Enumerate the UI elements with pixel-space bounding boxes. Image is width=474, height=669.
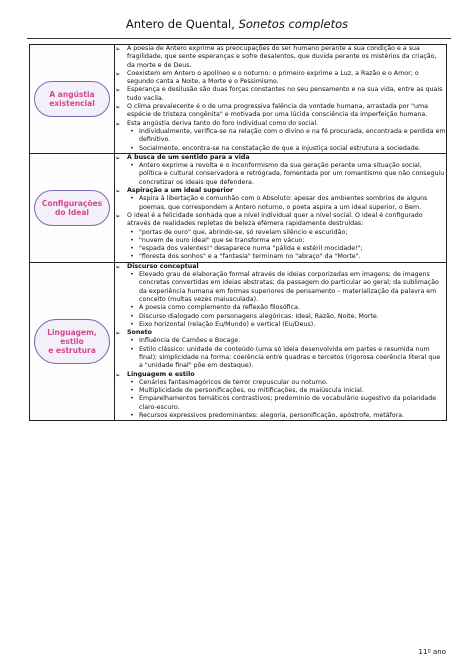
sub-list-item <box>127 337 446 345</box>
sub-list-item <box>127 145 446 153</box>
sub-list <box>127 128 446 153</box>
section-tag-line: Linguagem, <box>47 328 97 338</box>
dot-bullet-icon: • <box>130 144 134 152</box>
dot-bullet-icon: • <box>130 345 134 353</box>
sub-list-item <box>127 271 446 304</box>
sub-item-text: Individualmente, verifica-se na relação com o divino e na fé procurada, encontrada e perdida em definitivo. <box>139 127 446 144</box>
item-heading: Aspiração a um ideal superior <box>127 187 234 195</box>
section-row <box>30 262 447 421</box>
title-divider <box>27 38 451 39</box>
sub-item-text: Influência de Camões e Bocage. <box>139 337 241 345</box>
dot-bullet-icon: • <box>130 195 134 203</box>
sub-item-text: Antero exprime a revolta e o inconformismo da sua geração perante uma situação social, política e cultural conservadora e retrógrada, fomentada por um romantismo que não conseguiu concretizar os ideais que defendera. <box>139 162 445 186</box>
sub-item-text: Cenários fantasmagóricos de terror crepuscular ou noturno. <box>139 378 328 386</box>
section-tag <box>34 319 110 364</box>
sub-item-text: "portas de ouro" que, abrindo-se, só revelam silêncio e escuridão; <box>139 228 348 236</box>
dot-bullet-icon: • <box>130 395 134 403</box>
sub-list-item <box>127 245 446 253</box>
item-text: Coexistem em Antero o apolíneo e o noturno: o primeiro exprime a Luz, a Razão e o Amor; o segundo canta a Noite, a Morte e o Pessimismo. <box>127 69 419 86</box>
dot-bullet-icon: • <box>130 271 134 279</box>
sub-item-text: Emparelhamentos temáticos contrastivos; predomínio de vocabulário sugestivo da polaridade claro-escuro. <box>139 395 437 411</box>
arrow-bullet-icon: ➢ <box>115 153 121 162</box>
item-text: Esperança e desilusão são duas forças constantes no seu pensamento e na sua vida, entre as quais tudo vacila. <box>127 86 443 102</box>
main-list-item <box>115 120 446 153</box>
item-text: Esta angústia deriva tanto do foro individual como do social. <box>127 119 319 127</box>
section-tag <box>34 190 110 226</box>
arrow-bullet-icon: ➢ <box>115 370 121 379</box>
arrow-bullet-icon: ➢ <box>115 86 121 95</box>
section-tag <box>34 81 110 117</box>
summary-table <box>29 44 447 421</box>
sub-list-item <box>127 237 446 245</box>
page-title <box>0 17 474 31</box>
dot-bullet-icon: • <box>130 312 134 320</box>
main-list-item <box>115 154 446 187</box>
sub-list-item <box>127 321 446 329</box>
section-tag-line: e estrutura <box>48 346 96 356</box>
sub-list-item <box>127 304 446 312</box>
section-tag-wrap <box>30 154 114 262</box>
arrow-bullet-icon: ➢ <box>115 69 121 78</box>
dot-bullet-icon: • <box>130 320 134 328</box>
sub-item-text: Discurso dialogado com personagens alegóricas: Ideal, Razão, Noite, Morte. <box>139 312 379 320</box>
sub-item-text: "nuvem de ouro ideal" que se transforma em vácuo; <box>139 236 305 244</box>
sub-item-text: Socialmente, encontra-se na constatação de que a injustiça social estrutura a sociedade. <box>139 144 421 152</box>
main-list-item <box>115 263 446 329</box>
arrow-bullet-icon: ➢ <box>115 262 121 271</box>
main-list-item <box>115 212 446 262</box>
dot-bullet-icon: • <box>130 228 134 236</box>
dot-bullet-icon: • <box>130 304 134 312</box>
main-list <box>115 263 446 421</box>
sub-item-text: Estilo clássico: unidade de conteúdo (uma só ideia desenvolvida em partes e resumida num final); simplicidade na forma; coerência entre quadras e tercetos (rigorosa coerência literal que a "unidade final" põe em destaque). <box>139 345 441 370</box>
section-tag-line: do Ideal <box>54 207 89 217</box>
sub-list-item <box>127 346 446 371</box>
item-heading: Linguagem e estilo <box>127 370 195 378</box>
sub-item-text: Elevado grau de elaboração formal através de ideias corporizadas em imagens; de imagens concretas convertidas em ideias abstratas; da passagem do particular ao geral; da sublimação da experiência humana em formas superiores de pensamento – materialização da palavra em conceito (multas vezes maiusculada). <box>139 271 439 303</box>
section-tag-line: existencial <box>49 98 95 108</box>
sub-item-text: Multiplicidade de personificações, ou mitificações, de maiúscula inicial. <box>139 387 364 395</box>
main-list <box>115 154 446 262</box>
sub-item-text: "espada dos valentes!" desaparece numa "pálida e estéril mocidade!"; <box>139 245 363 253</box>
dot-bullet-icon: • <box>130 162 134 170</box>
sub-list <box>127 162 446 187</box>
section-content-cell <box>115 153 447 262</box>
sub-list-item <box>127 412 446 420</box>
main-list-item <box>115 70 446 87</box>
item-text: O clima prevalecente é o de uma progressiva falência da vontade humana, arrastada por "uma espécie de tristeza congênita" e motivada por uma lúcida consciência da imperfeição humana. <box>127 103 429 119</box>
item-heading: Discurso conceptual <box>127 262 199 270</box>
section-tag-wrap <box>30 263 114 421</box>
sub-item-text: Recursos expressivos predominantes: alegoria, personificação, apóstrofe, metáfora. <box>139 412 405 420</box>
section-label-cell <box>30 45 115 154</box>
arrow-bullet-icon: ➢ <box>115 45 121 53</box>
arrow-bullet-icon: ➢ <box>115 119 121 128</box>
sub-item-text: A poesia como complemento da reflexão filosófica. <box>139 304 300 312</box>
main-list <box>115 45 446 153</box>
sub-item-text: Aspira à libertação e comunhão com o Absoluto: apesar dos ambientes sombrios de alguns poemas, que correspondem a Antero noturno, o poeta aspira a um ideal superior, o Bem. <box>139 195 428 211</box>
arrow-bullet-icon: ➢ <box>115 187 121 196</box>
dot-bullet-icon: • <box>130 337 134 345</box>
sub-list-item <box>127 128 446 145</box>
sub-list <box>127 337 446 370</box>
main-list-item <box>115 187 446 212</box>
title-work: Sonetos completos <box>238 17 349 31</box>
main-list-item <box>115 103 446 120</box>
dot-bullet-icon: • <box>130 387 134 395</box>
section-row <box>30 153 447 262</box>
section-content-cell <box>115 45 447 154</box>
main-list-item <box>115 329 446 370</box>
dot-bullet-icon: • <box>130 412 134 420</box>
dot-bullet-icon: • <box>130 236 134 244</box>
section-row <box>30 45 447 154</box>
sub-list <box>127 271 446 329</box>
section-tag-wrap <box>30 45 114 153</box>
section-tag-line: Configurações <box>41 198 103 208</box>
section-label-cell <box>30 262 115 421</box>
item-heading: A busca de um sentido para a vida <box>127 153 250 161</box>
sub-list <box>127 229 446 262</box>
sub-list-item <box>127 379 446 387</box>
dot-bullet-icon: • <box>130 378 134 386</box>
sub-list-item <box>127 229 446 237</box>
sub-item-text: "floresta dos sonhos" e a "fantasia" terminam no "abraço" da "Morte". <box>139 253 361 261</box>
dot-bullet-icon: • <box>130 245 134 253</box>
sub-list-item <box>127 313 446 321</box>
arrow-bullet-icon: ➢ <box>115 329 121 338</box>
section-label-cell <box>30 153 115 262</box>
item-text: A poesia de Antero exprime as preocupações do ser humano perante a sua condição e a sua fragilidade, que sente esperanças e sofre desalentos, que duvida perante os mistérios da criação, da morte e de Deus. <box>127 45 437 69</box>
footer-grade: 11º ano <box>418 648 446 656</box>
title-author: Antero de Quental, <box>125 17 239 31</box>
item-heading: Soneto <box>127 329 152 337</box>
sub-list-item <box>127 162 446 187</box>
sub-list-item <box>127 395 446 412</box>
sub-list-item <box>127 195 446 212</box>
sub-list <box>127 195 446 212</box>
main-list-item <box>115 45 446 70</box>
section-tag-line: A angústia <box>49 89 95 99</box>
sub-list <box>127 379 446 420</box>
arrow-bullet-icon: ➢ <box>115 211 121 220</box>
section-tag-line: estilo <box>60 337 84 347</box>
dot-bullet-icon: • <box>130 127 134 135</box>
main-list-item <box>115 86 446 103</box>
dot-bullet-icon: • <box>130 253 134 261</box>
main-list-item <box>115 371 446 421</box>
item-text: O ideal é a felicidade sonhada que a nível individual quer a nível social. O ideal é configurado através de realidades repletas de beleza efémera rapidamente destruídas: <box>127 211 423 228</box>
arrow-bullet-icon: ➢ <box>115 103 121 112</box>
sub-list-item <box>127 253 446 261</box>
sub-item-text: Eixo horizontal (relação Eu/Mundo) e vertical (Eu/Deus). <box>139 320 316 328</box>
section-content-cell <box>115 262 447 421</box>
